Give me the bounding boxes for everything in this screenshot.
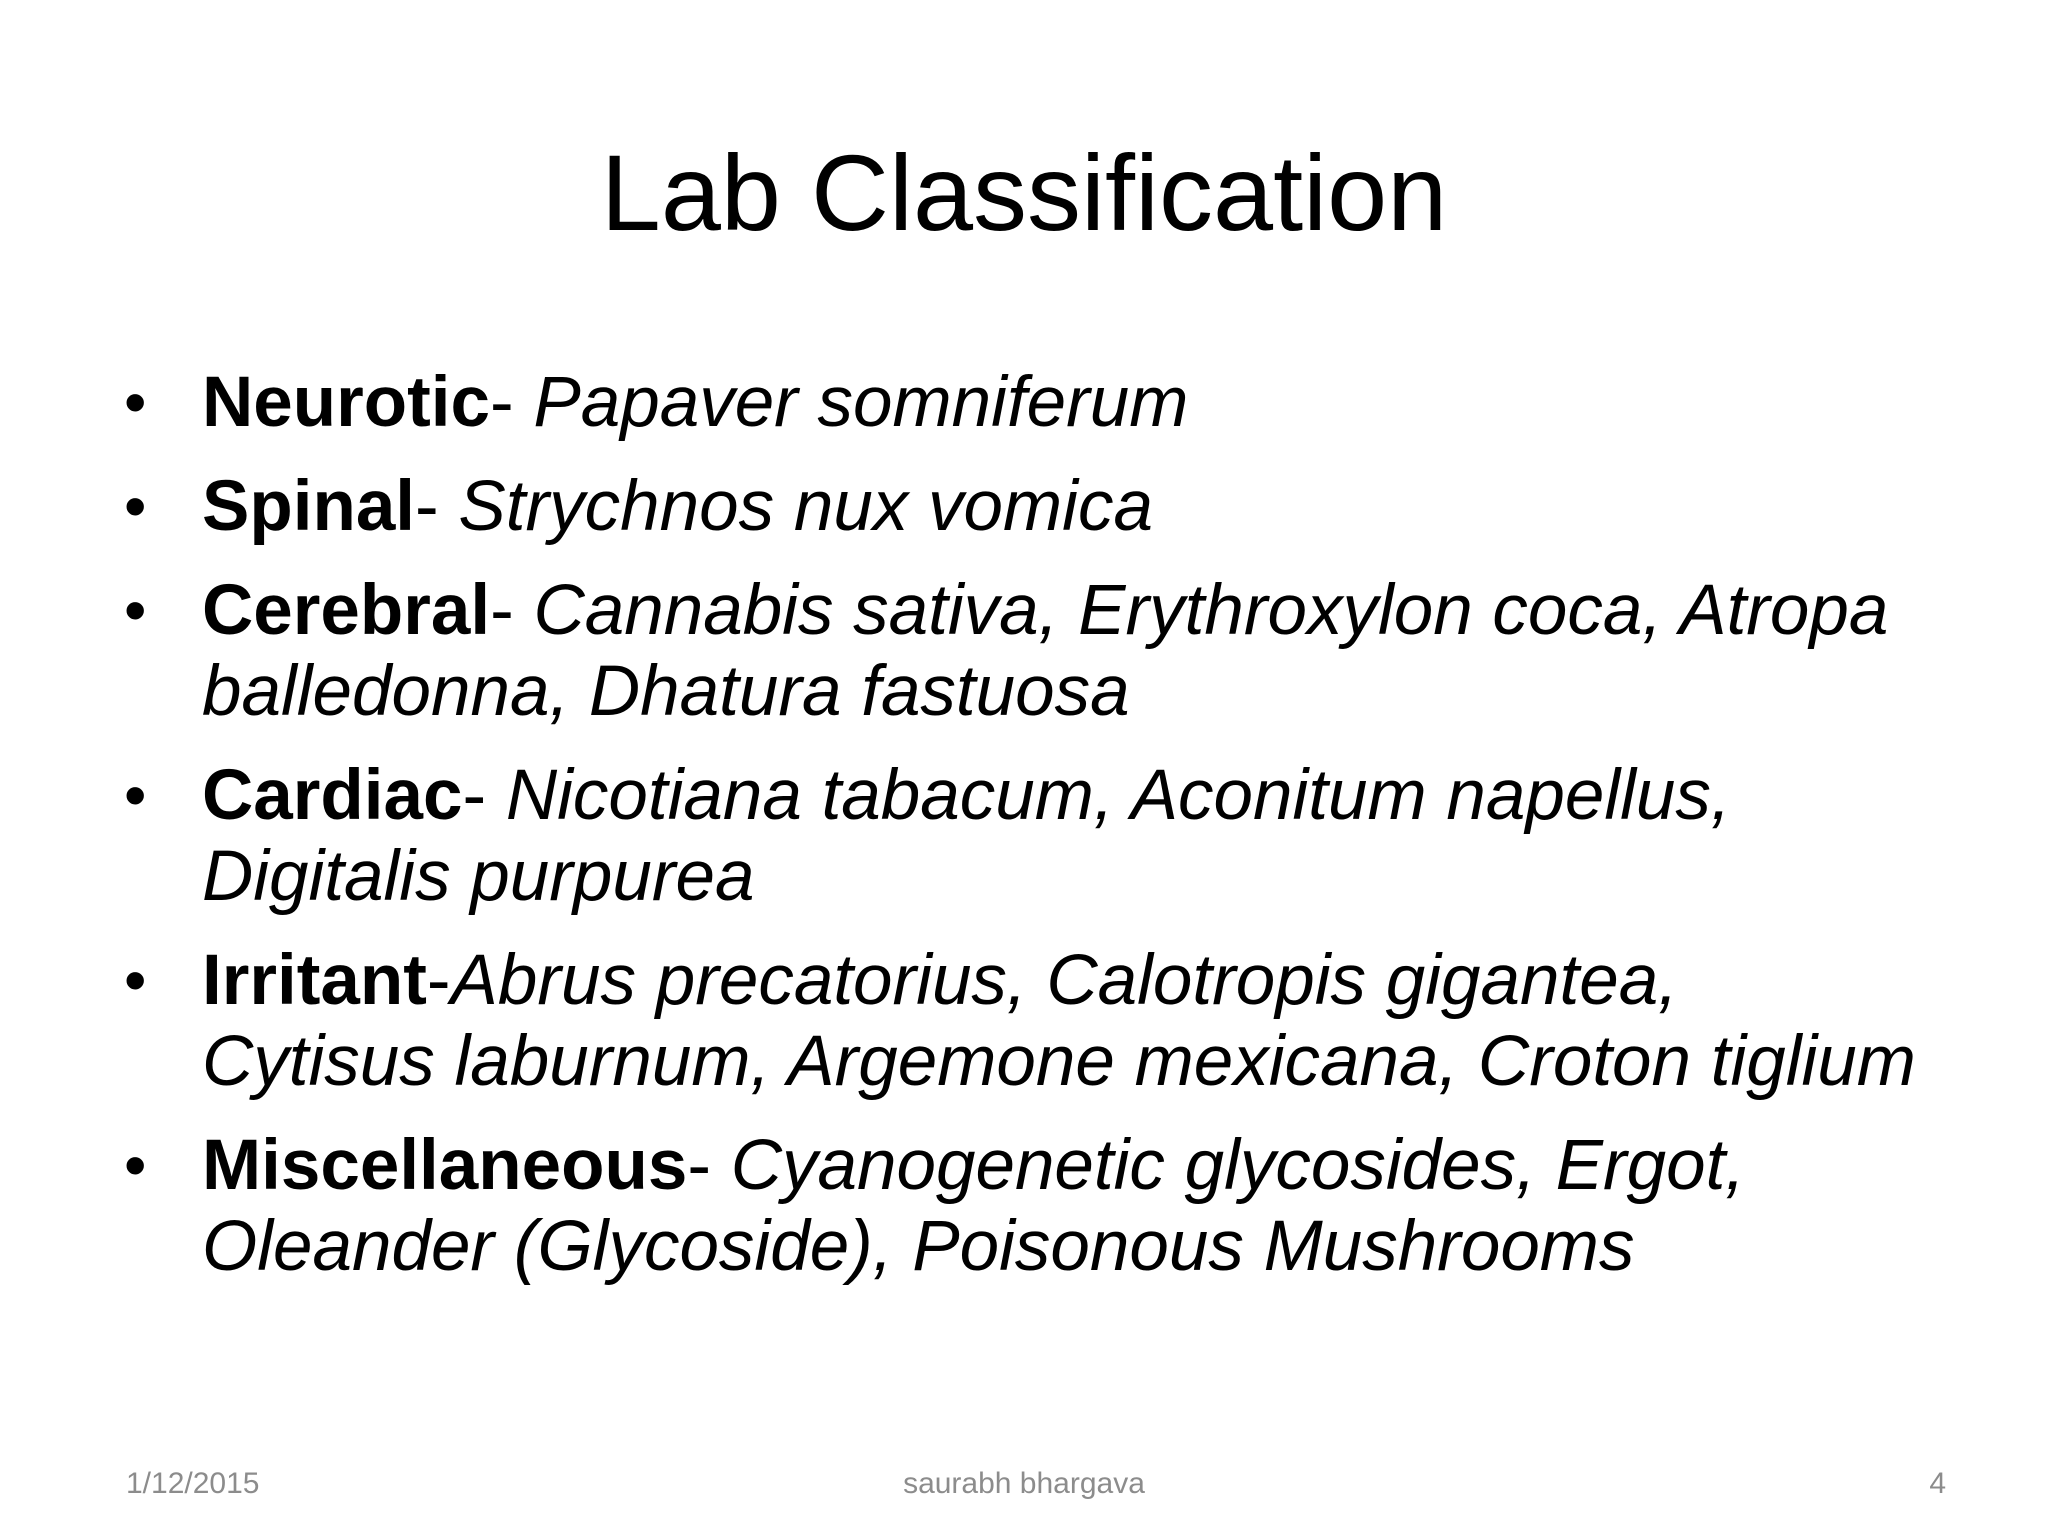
bullet-species: Papaver somniferum	[533, 363, 1189, 442]
bullet-dot-icon: •	[124, 1129, 147, 1201]
bullet-separator: -	[462, 756, 506, 835]
bullet-term: Irritant	[202, 941, 427, 1020]
bullet-term: Spinal	[202, 467, 416, 546]
bullet-item-spinal	[110, 466, 1930, 547]
bullet-item-cerebral	[110, 570, 1930, 732]
bullet-term: Miscellaneous	[202, 1126, 688, 1205]
bullet-term: Cardiac	[202, 756, 463, 835]
bullet-separator: -	[415, 467, 459, 546]
bullet-dot-icon: •	[124, 574, 147, 646]
bullet-item-irritant	[110, 940, 1930, 1102]
bullet-separator: -	[490, 363, 534, 442]
bullet-separator: -	[687, 1126, 731, 1205]
bullet-item-neurotic	[110, 362, 1930, 443]
bullet-species: Cannabis sativa, Erythroxylon coca, Atropa balledonna, Dhatura fastuosa	[202, 571, 1889, 731]
bullet-dot-icon: •	[124, 366, 147, 438]
bullet-dot-icon: •	[124, 470, 147, 542]
bullet-list	[110, 362, 1930, 1310]
footer-page-number: 4	[1929, 1467, 1946, 1500]
bullet-species: Strychnos nux vomica	[458, 467, 1153, 546]
bullet-species: Nicotiana tabacum, Aconitum napellus, Digitalis purpurea	[202, 756, 1731, 916]
bullet-item-cardiac	[110, 755, 1930, 917]
bullet-separator: -	[426, 941, 451, 1020]
slide-title: Lab Classification	[600, 132, 1448, 253]
footer-date: 1/12/2015	[126, 1467, 260, 1500]
bullet-dot-icon: •	[124, 944, 147, 1016]
bullet-dot-icon: •	[124, 759, 147, 831]
bullet-item-miscellaneous	[110, 1125, 1930, 1287]
footer-author: saurabh bhargava	[903, 1467, 1145, 1500]
bullet-species: Cyanogenetic glycosides, Ergot, Oleander (Glycoside), Poisonous Mushrooms	[202, 1126, 1746, 1286]
bullet-species: Abrus precatorius, Calotropis gigantea, Cytisus laburnum, Argemone mexicana, Croton tiglium	[202, 941, 1916, 1101]
bullet-term: Neurotic	[202, 363, 490, 442]
bullet-separator: -	[490, 571, 534, 650]
bullet-term: Cerebral	[202, 571, 491, 650]
